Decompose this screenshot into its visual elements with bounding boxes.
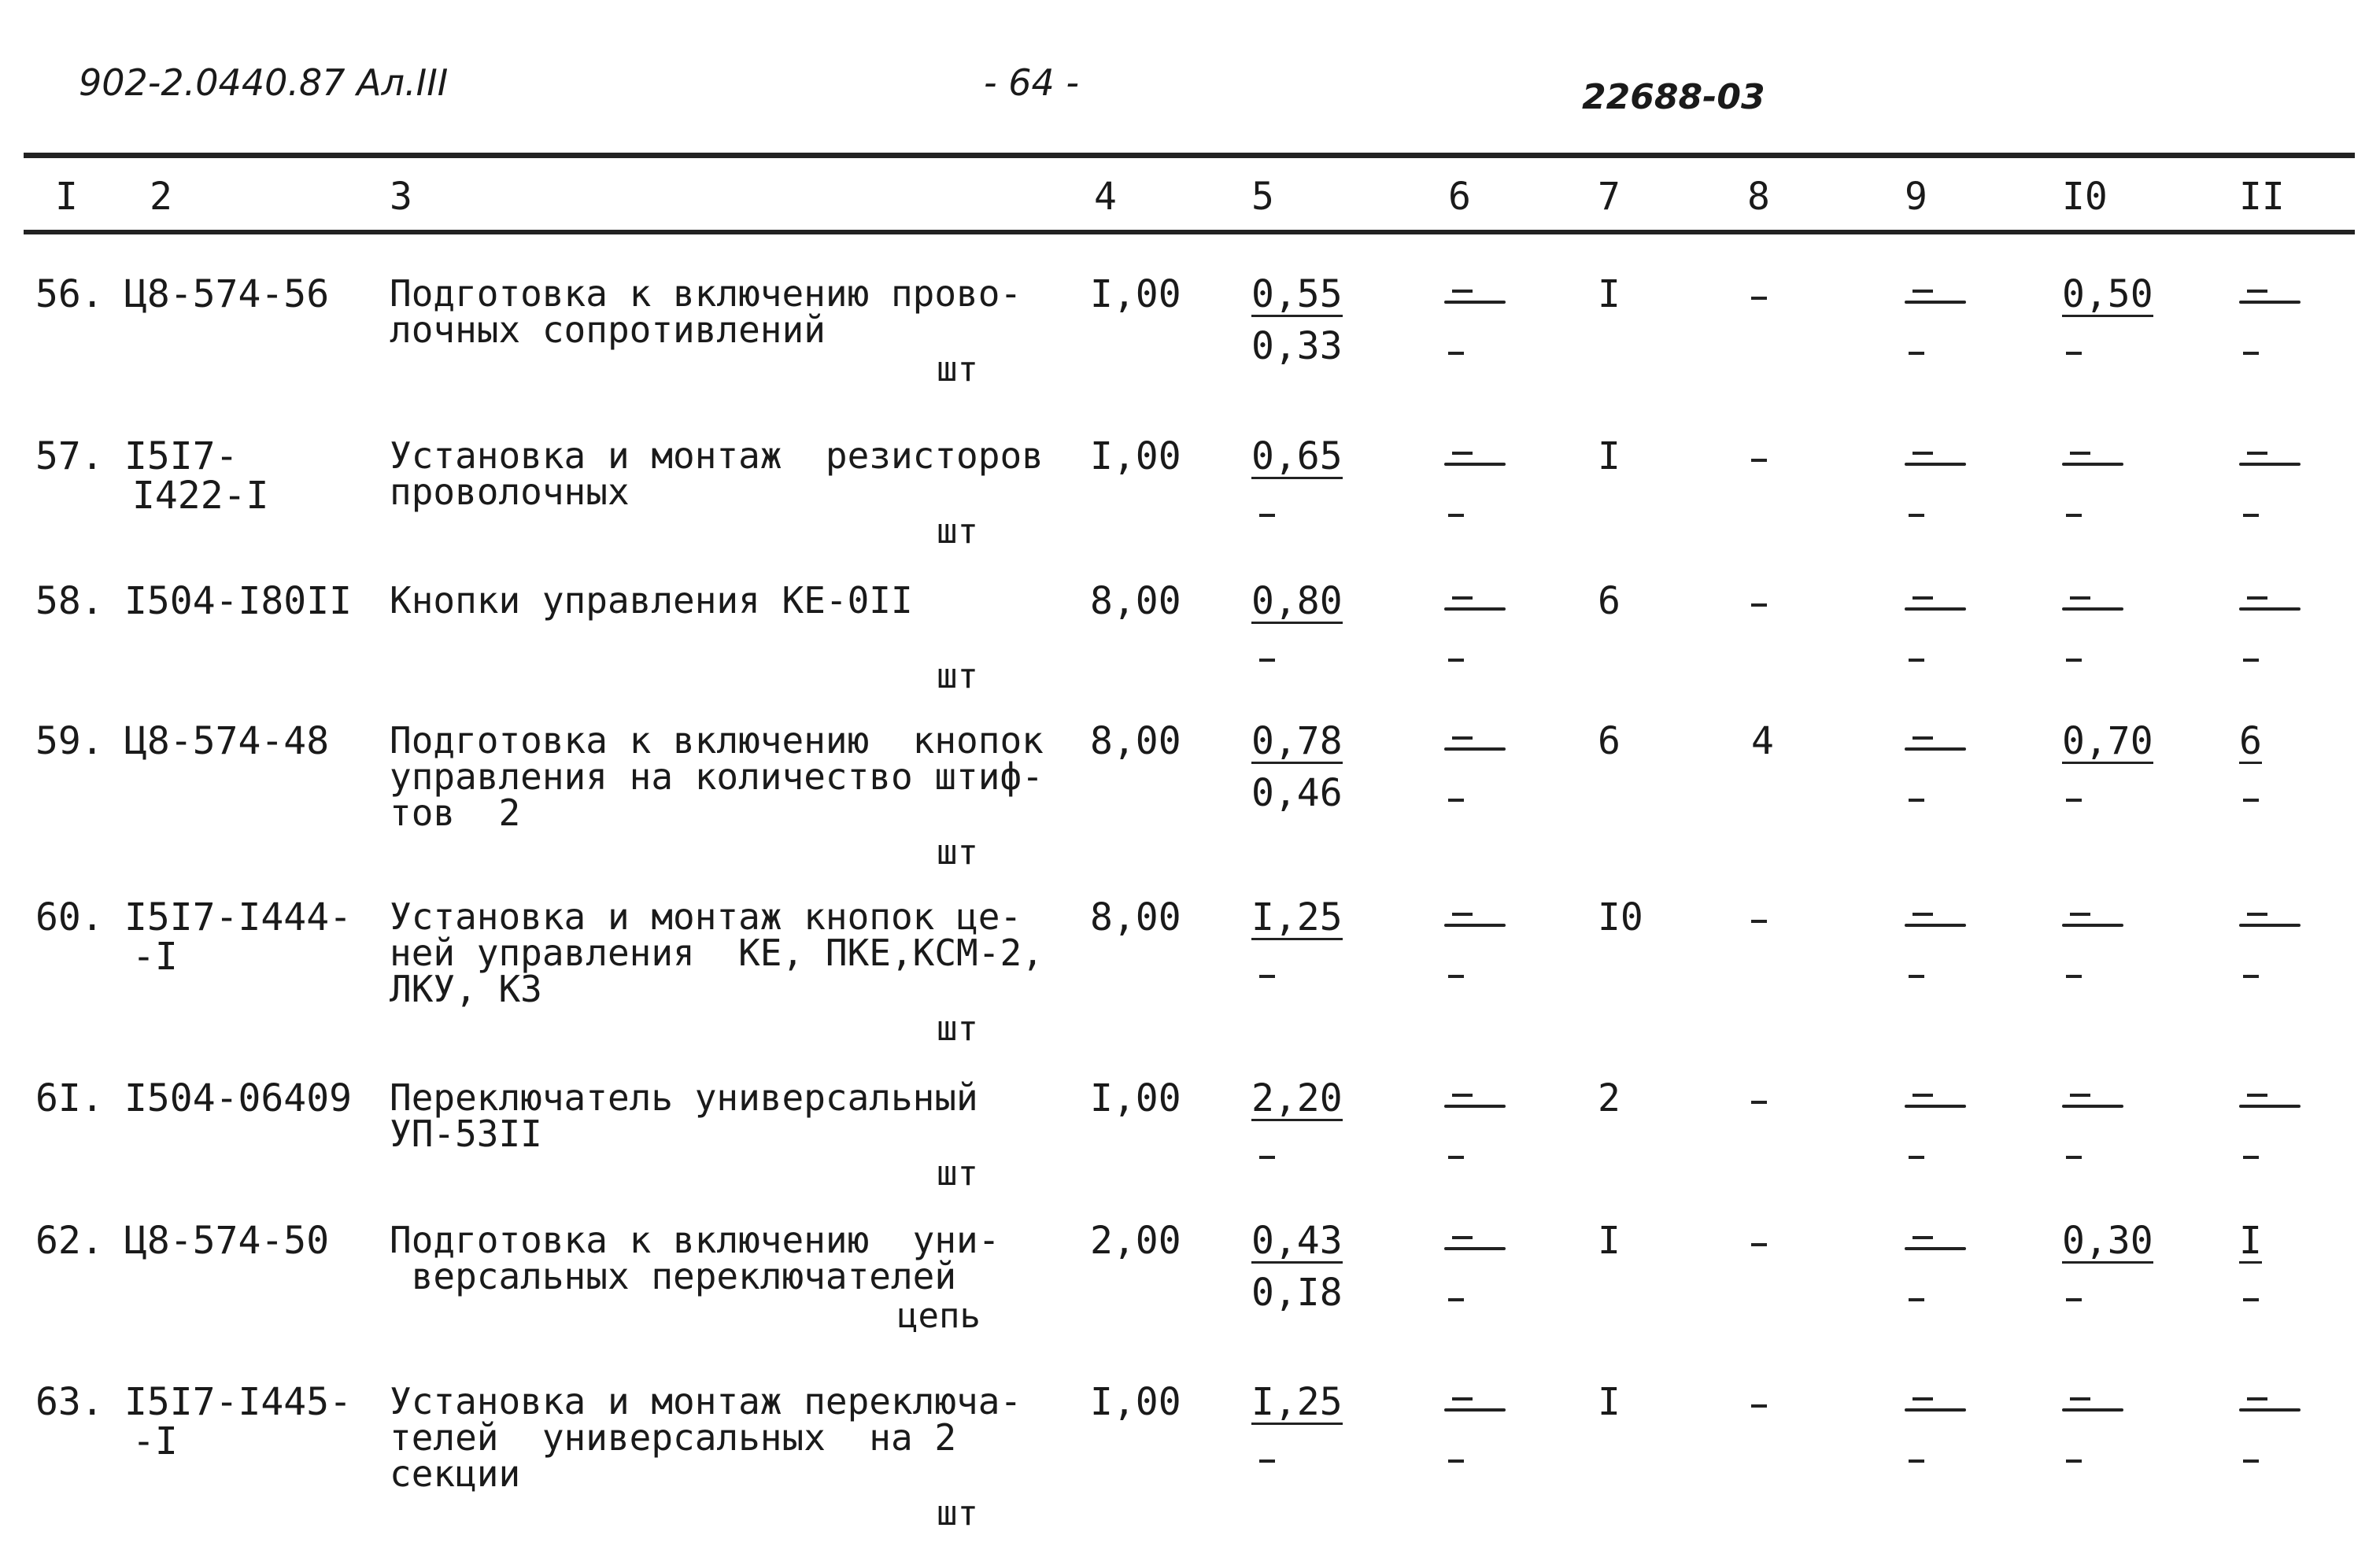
unit-label: цепь — [897, 1296, 981, 1336]
unit-label: шт — [937, 832, 978, 873]
col8-value: 4 — [1751, 719, 1774, 763]
item-code: Ц8-574-56 — [124, 272, 330, 316]
dash-mark — [2062, 913, 2123, 932]
dash-mark — [1905, 1094, 1966, 1113]
column-header: 4 — [1094, 175, 1117, 219]
col11-value: I — [2239, 1219, 2262, 1263]
unit-label: шт — [937, 1009, 978, 1049]
item-code: -I — [132, 935, 178, 979]
dash-mark — [2239, 913, 2301, 932]
dash-mark — [1448, 779, 1464, 817]
dash-mark — [2243, 332, 2259, 370]
col5-value: I,25 — [1251, 895, 1343, 939]
quantity: I,00 — [1090, 434, 1181, 478]
dash-mark — [1444, 596, 1506, 615]
dash-mark — [1751, 1081, 1767, 1119]
item-description: ЛКУ, КЗ — [390, 968, 542, 1010]
row-number: 62. — [35, 1219, 104, 1263]
item-code: I422-I — [132, 474, 269, 518]
dash-mark — [1444, 452, 1506, 471]
dash-mark — [1448, 1279, 1464, 1316]
header-rule — [24, 230, 2355, 234]
column-header: 6 — [1448, 175, 1471, 219]
dash-mark — [2243, 955, 2259, 993]
quantity: I,00 — [1090, 1076, 1181, 1120]
col10-value: 0,50 — [2062, 272, 2153, 316]
col7-value: I — [1598, 1219, 1621, 1263]
dash-mark — [1259, 1440, 1275, 1478]
item-description: УП-53II — [390, 1113, 542, 1155]
dash-mark — [1444, 736, 1506, 755]
dash-mark — [1909, 779, 1924, 817]
unit-label: шт — [937, 1153, 978, 1194]
dash-mark — [2066, 1136, 2082, 1174]
unit-label: шт — [937, 656, 978, 696]
item-description: тов 2 — [390, 792, 521, 834]
item-code: I5I7- — [124, 434, 238, 478]
col7-value: I — [1598, 272, 1621, 316]
dash-mark — [1905, 1236, 1966, 1255]
quantity: 2,00 — [1090, 1219, 1181, 1263]
dash-mark — [1905, 1397, 1966, 1416]
item-description: Установка и монтаж резисторов — [390, 434, 1044, 477]
dash-mark — [2243, 639, 2259, 677]
dash-mark — [1909, 639, 1924, 677]
top-rule — [24, 153, 2355, 158]
dash-mark — [2066, 779, 2082, 817]
dash-mark — [1751, 1223, 1767, 1261]
col5-value: 0,78 — [1251, 719, 1343, 763]
dash-mark — [2243, 1279, 2259, 1316]
item-description: Подготовка к включению уни- — [390, 1219, 1000, 1261]
dash-mark — [1444, 1397, 1506, 1416]
dash-mark — [1448, 639, 1464, 677]
item-description: ней управления КЕ, ПКЕ,КСМ-2, — [390, 932, 1044, 974]
dash-mark — [1905, 596, 1966, 615]
dash-mark — [2243, 1136, 2259, 1174]
quantity: I,00 — [1090, 1380, 1181, 1424]
dash-mark — [2239, 1094, 2301, 1113]
unit-label: шт — [937, 511, 978, 552]
item-code: I5I7-I445- — [124, 1380, 352, 1424]
column-header: I0 — [2062, 175, 2108, 219]
page-number: - 64 - — [984, 61, 1079, 104]
dash-mark — [1909, 955, 1924, 993]
dash-mark — [1444, 913, 1506, 932]
column-header: 7 — [1598, 175, 1621, 219]
item-description: секции — [390, 1452, 521, 1495]
dash-mark — [2239, 290, 2301, 308]
dash-mark — [2066, 1440, 2082, 1478]
dash-mark — [2066, 955, 2082, 993]
col10-value: 0,30 — [2062, 1219, 2153, 1263]
item-code: I5I7-I444- — [124, 895, 352, 939]
column-header: 2 — [150, 175, 172, 219]
item-description: лочных сопротивлений — [390, 308, 826, 351]
dash-mark — [1259, 639, 1275, 677]
col5-value: 0,80 — [1251, 579, 1343, 623]
quantity: I,00 — [1090, 272, 1181, 316]
item-description: Подготовка к включению кнопок — [390, 719, 1044, 762]
quantity: 8,00 — [1090, 579, 1181, 623]
item-code: I504-I80II — [124, 579, 352, 623]
item-description: Установка и монтаж переключа- — [390, 1380, 1022, 1423]
dash-mark — [1751, 1385, 1767, 1423]
row-number: 6I. — [35, 1076, 104, 1120]
dash-mark — [1448, 1440, 1464, 1478]
dash-mark — [1909, 1440, 1924, 1478]
col5-value: I,25 — [1251, 1380, 1343, 1424]
column-header: 3 — [390, 175, 412, 219]
column-header: I — [55, 175, 78, 219]
dash-mark — [2243, 779, 2259, 817]
row-number: 59. — [35, 719, 104, 763]
dash-mark — [1448, 494, 1464, 532]
dash-mark — [2066, 1279, 2082, 1316]
column-header: 5 — [1251, 175, 1274, 219]
dash-mark — [2062, 1094, 2123, 1113]
dash-mark — [1751, 584, 1767, 622]
col7-value: 2 — [1598, 1076, 1621, 1120]
unit-label: шт — [937, 1493, 978, 1533]
dash-mark — [2239, 596, 2301, 615]
dash-mark — [1259, 494, 1275, 532]
dash-mark — [1444, 1094, 1506, 1113]
quantity: 8,00 — [1090, 719, 1181, 763]
item-description: Кнопки управления КЕ-0II — [390, 579, 913, 622]
row-number: 63. — [35, 1380, 104, 1424]
item-description: версальных переключателей — [390, 1255, 957, 1297]
dash-mark — [1259, 1136, 1275, 1174]
dash-mark — [1448, 955, 1464, 993]
document-number: 22688-03 — [1582, 77, 1765, 117]
dash-mark — [2066, 332, 2082, 370]
dash-mark — [2239, 1397, 2301, 1416]
col5-value: 0,55 — [1251, 272, 1343, 316]
dash-mark — [1905, 452, 1966, 471]
col5-second-value: 0,46 — [1251, 771, 1343, 815]
col7-value: I0 — [1598, 895, 1643, 939]
dash-mark — [1909, 494, 1924, 532]
document-code: 902-2.0440.87 Ал.III — [79, 61, 449, 104]
dash-mark — [2243, 494, 2259, 532]
col5-second-value: 0,I8 — [1251, 1271, 1343, 1315]
dash-mark — [1259, 955, 1275, 993]
row-number: 57. — [35, 434, 104, 478]
item-code: I504-06409 — [124, 1076, 352, 1120]
col7-value: I — [1598, 434, 1621, 478]
dash-mark — [1905, 913, 1966, 932]
column-header: II — [2239, 175, 2285, 219]
item-description: телей универсальных на 2 — [390, 1416, 957, 1459]
dash-mark — [1909, 332, 1924, 370]
dash-mark — [1448, 1136, 1464, 1174]
col11-value: 6 — [2239, 719, 2262, 763]
dash-mark — [1444, 290, 1506, 308]
dash-mark — [1905, 736, 1966, 755]
item-description: проволочных — [390, 471, 630, 513]
dash-mark — [2062, 452, 2123, 471]
dash-mark — [2062, 596, 2123, 615]
dash-mark — [2066, 494, 2082, 532]
item-code: -I — [132, 1419, 178, 1463]
dash-mark — [1909, 1279, 1924, 1316]
column-header: 8 — [1747, 175, 1770, 219]
col7-value: I — [1598, 1380, 1621, 1424]
unit-label: шт — [937, 349, 978, 389]
quantity: 8,00 — [1090, 895, 1181, 939]
dash-mark — [1751, 277, 1767, 315]
item-description: управления на количество штиф- — [390, 755, 1044, 798]
dash-mark — [2243, 1440, 2259, 1478]
dash-mark — [1909, 1136, 1924, 1174]
col5-value: 0,65 — [1251, 434, 1343, 478]
col5-value: 0,43 — [1251, 1219, 1343, 1263]
row-number: 60. — [35, 895, 104, 939]
dash-mark — [1751, 439, 1767, 477]
dash-mark — [2062, 1397, 2123, 1416]
item-code: Ц8-574-50 — [124, 1219, 330, 1263]
col5-second-value: 0,33 — [1251, 324, 1343, 368]
dash-mark — [1448, 332, 1464, 370]
item-code: Ц8-574-48 — [124, 719, 330, 763]
item-description: Подготовка к включению прово- — [390, 272, 1022, 315]
row-number: 58. — [35, 579, 104, 623]
dash-mark — [2239, 452, 2301, 471]
dash-mark — [1444, 1236, 1506, 1255]
column-header: 9 — [1905, 175, 1927, 219]
dash-mark — [1751, 900, 1767, 938]
row-number: 56. — [35, 272, 104, 316]
dash-mark — [1905, 290, 1966, 308]
col7-value: 6 — [1598, 719, 1621, 763]
col10-value: 0,70 — [2062, 719, 2153, 763]
col7-value: 6 — [1598, 579, 1621, 623]
item-description: Установка и монтаж кнопок це- — [390, 895, 1022, 938]
item-description: Переключатель универсальный — [390, 1076, 978, 1119]
dash-mark — [2066, 639, 2082, 677]
col5-value: 2,20 — [1251, 1076, 1343, 1120]
